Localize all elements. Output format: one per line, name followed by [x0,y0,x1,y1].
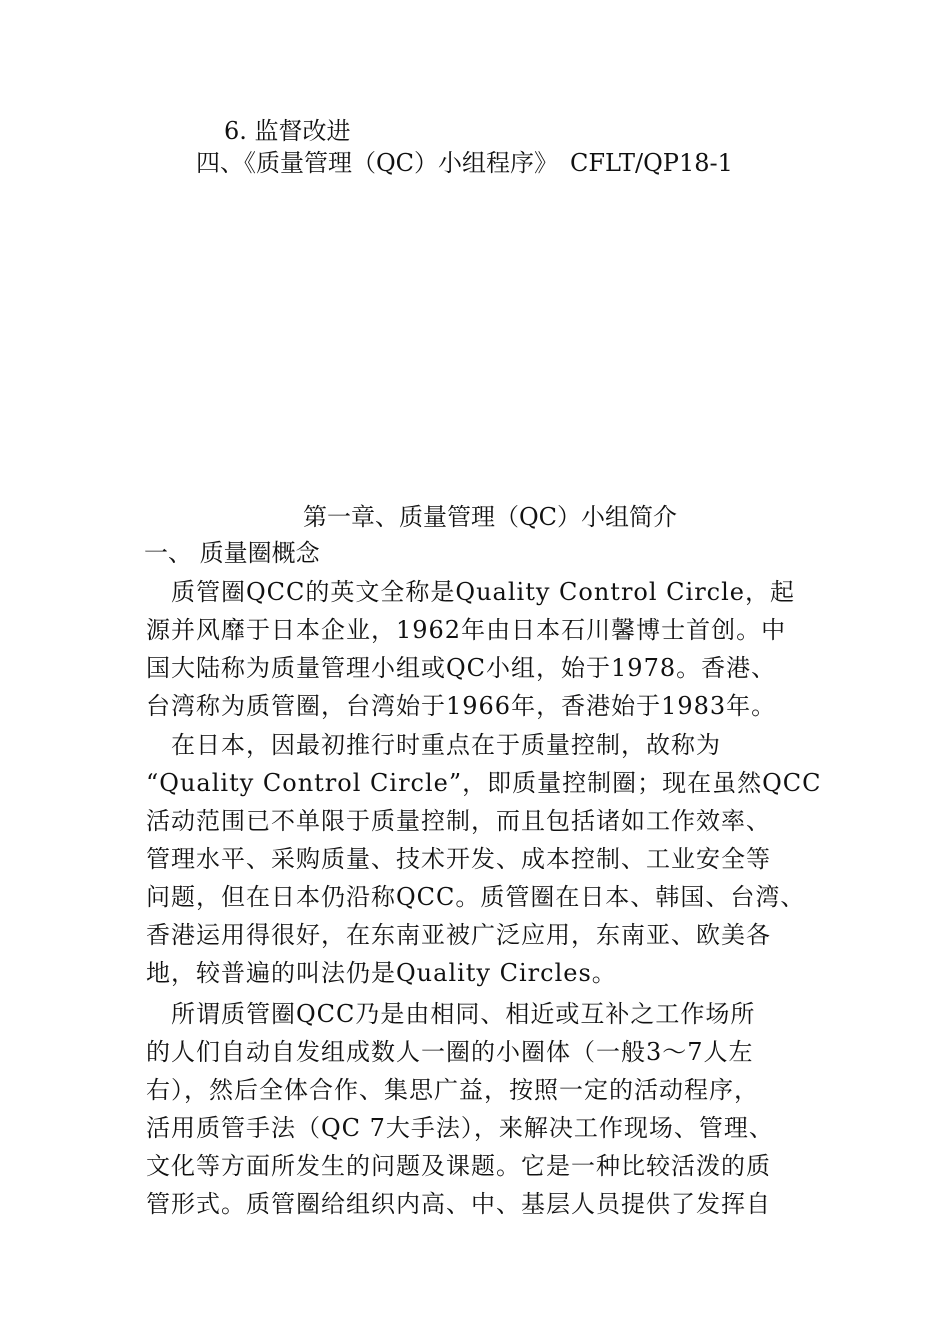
paragraph-line: 在日本，因最初推行时重点在于质量控制，故称为 [146,731,721,759]
paragraph-line: 右），然后全体合作、集思广益，按照一定的活动程序， [146,1076,759,1104]
section-4-title: 四、《质量管理（QC）小组程序》 CFLT/QP18-1 [196,149,733,177]
paragraph-line: 所谓质管圈QCC乃是由相同、相近或互补之工作场所 [146,1000,756,1028]
paragraph-2 [146,726,826,992]
paragraph-line: 文化等方面所发生的问题及课题。它是一种比较活泼的质 [146,1152,771,1180]
paragraph-line: 源并风靡于日本企业，1962年由日本石川馨博士首创。中 [146,616,787,644]
paragraph-line: 台湾称为质管圈，台湾始于1966年，香港始于1983年。 [146,692,777,720]
paragraph-line: 质管圈QCC的英文全称是Quality Control Circle，起 [146,578,795,606]
paragraph-1 [146,573,826,725]
paragraph-line: 香港运用得很好，在东南亚被广泛应用，东南亚、欧美各 [146,921,771,949]
paragraph-line: 的人们自动自发组成数人一圈的小圈体（一般3～7人左 [146,1038,754,1066]
paragraph-line: 管形式。质管圈给组织内高、中、基层人员提供了发挥自 [146,1190,771,1218]
chapter-title: 第一章、质量管理（QC）小组简介 [303,503,678,531]
paragraph-line: 活用质管手法（QC 7大手法），来解决工作现场、管理、 [146,1114,774,1142]
section-heading: 一、 质量圈概念 [144,539,320,567]
paragraph-line: 管理水平、采购质量、技术开发、成本控制、工业安全等 [146,845,771,873]
paragraph-line: 地，较普遍的叫法仍是Quality Circles。 [146,959,617,987]
list-item-6: 6. 监督改进 [224,117,351,145]
paragraph-line: 活动范围已不单限于质量控制，而且包括诸如工作效率、 [146,807,771,835]
paragraph-3 [146,995,826,1223]
paragraph-line: “Quality Control Circle”，即质量控制圈；现在虽然QCC [146,769,822,797]
paragraph-line: 问题，但在日本仍沿称QCC。质管圈在日本、韩国、台湾、 [146,883,806,911]
paragraph-line: 国大陆称为质量管理小组或QC小组，始于1978。香港、 [146,654,777,682]
